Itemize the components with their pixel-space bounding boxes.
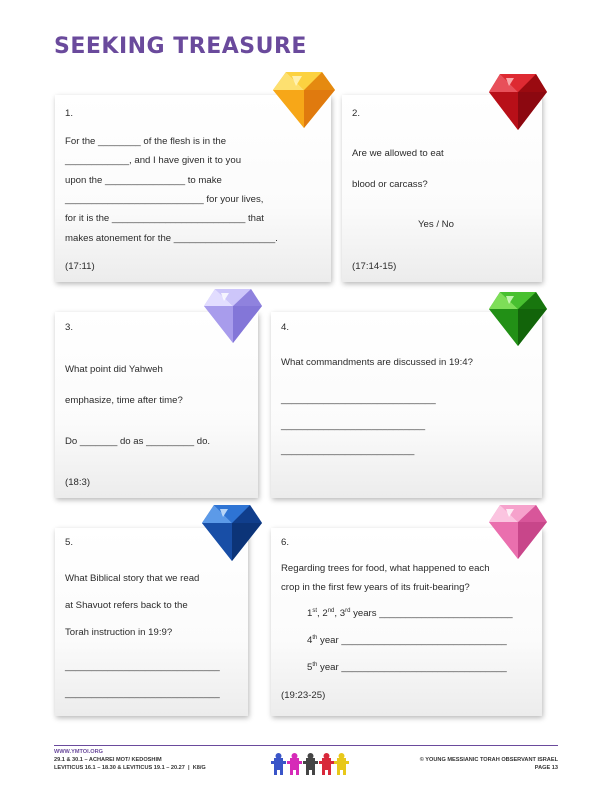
question-line: makes atonement for the ___________________. — [65, 233, 278, 244]
question-line: emphasize, time after time? — [65, 395, 183, 406]
question-line: __________________________ for your lives, — [65, 194, 264, 205]
scripture-reference: (19:23-25) — [281, 690, 326, 701]
portion-scripture: LEVITICUS 16.1 – 18.30 & LEVITICUS 19.1 – 20.27 — [54, 765, 185, 771]
scripture-reference: (18:3) — [65, 477, 91, 488]
pink-gem-icon — [488, 503, 548, 561]
question-line: for it is the _________________________ that — [65, 213, 264, 224]
question-line: Torah instruction in 19:9? — [65, 627, 173, 638]
copyright: © YOUNG MESSIANIC TORAH OBSERVANT ISRAEL — [419, 757, 558, 763]
lavender-gem-icon — [203, 287, 263, 345]
footer-divider — [54, 745, 558, 746]
footer-line-3: LEVITICUS 16.1 – 18.30 & LEVITICUS 19.1 – 20.27 | K8/G — [54, 765, 206, 771]
year-row: 4th year _______________________________ — [307, 635, 507, 647]
question-number: 2. — [352, 108, 361, 119]
question-number: 4. — [281, 322, 290, 333]
green-gem-icon — [488, 290, 548, 348]
blue-gem-icon — [201, 503, 263, 563]
scripture-reference: (17:11) — [65, 261, 95, 272]
yellow-gem-icon — [272, 70, 336, 130]
page-title: SEEKING TREASURE — [54, 34, 307, 59]
question-line: at Shavuot refers back to the — [65, 600, 188, 611]
question-line: What Biblical story that we read — [65, 573, 200, 584]
question-number: 6. — [281, 537, 290, 548]
red-gem-icon — [488, 72, 548, 132]
portion-name: 29.1 & 30.1 – ACHAREI MOT/ KEDOSHIM — [54, 757, 162, 763]
question-line: For the ________ of the flesh is in the — [65, 136, 227, 147]
ymtoi-logo-figures-icon — [270, 752, 350, 776]
question-line: Regarding trees for food, what happened to each — [281, 563, 490, 574]
answer-blank: ___________________________ — [281, 420, 426, 431]
footer-left — [54, 748, 206, 772]
answer-line: Do _______ do as _________ do. — [65, 436, 211, 447]
question-number: 3. — [65, 322, 74, 333]
question-line: upon the _______________ to make — [65, 175, 222, 186]
question-line: What point did Yahweh — [65, 364, 163, 375]
page-number: PAGE 13 — [534, 765, 558, 771]
year-row: 5th year _______________________________ — [307, 662, 507, 674]
answer-blank: _____________________________ — [65, 661, 220, 672]
scripture-reference: (17:14-15) — [352, 261, 397, 272]
age-group: K8/G — [192, 765, 206, 771]
answer-blank: _____________________________ — [281, 394, 436, 405]
question-line: crop in the first few years of its fruit-bearing? — [281, 582, 470, 593]
question-line: blood or carcass? — [352, 179, 428, 190]
year-row: 1st, 2nd, 3rd years _________________________ — [307, 608, 513, 620]
answer-blank: _________________________ — [281, 445, 415, 456]
question-line: What commandments are discussed in 19:4? — [281, 357, 473, 368]
question-number: 5. — [65, 537, 74, 548]
question-line: ____________, and I have given it to you — [65, 155, 242, 166]
answer-blank: _____________________________ — [65, 688, 220, 699]
footer-right — [420, 748, 558, 772]
website-link[interactable]: WWW.YMTOI.ORG — [54, 749, 103, 755]
question-number: 1. — [65, 108, 74, 119]
answer-choice: Yes / No — [418, 219, 454, 230]
question-line: Are we allowed to eat — [352, 148, 444, 159]
